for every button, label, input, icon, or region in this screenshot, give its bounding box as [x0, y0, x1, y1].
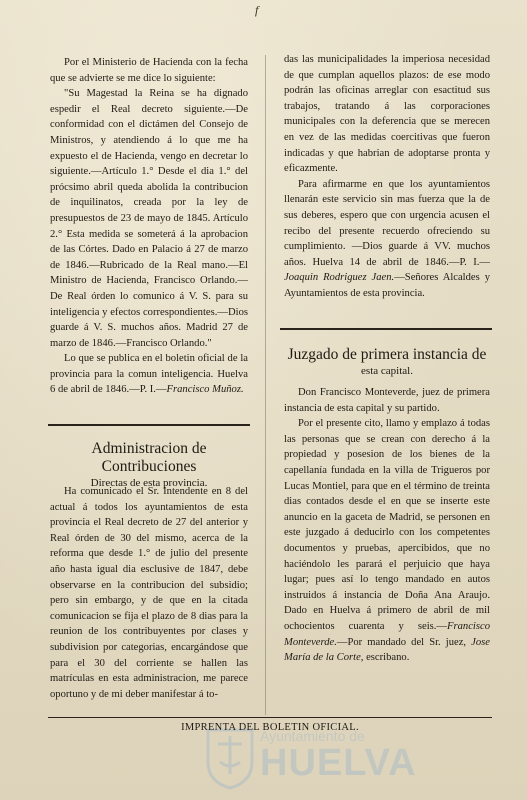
paragraph-text: escribano. — [363, 652, 410, 664]
juzgado-body — [284, 385, 490, 666]
printer-footer: IMPRENTA DEL BOLETIN OFICIAL. — [181, 722, 359, 733]
paragraph: Don Francisco Monteverde, juez de primera instancia de esta capital y su partido. — [284, 387, 490, 414]
section-subtitle: esta capital. — [361, 365, 413, 377]
section-title: Juzgado de primera instancia de — [287, 346, 487, 363]
paragraph — [284, 416, 490, 666]
closing-text: —Señores Alcaldes y Ayuntamientos de esta provincia. — [284, 272, 490, 299]
signer-name: Jose María de la Corte, — [284, 636, 490, 664]
paragraph: Por el Ministerio de Hacienda con la fecha que se advierte se me dice lo siguiente: — [50, 57, 248, 84]
watermark-line2: HUELVA — [260, 742, 417, 784]
signer-name: Joaquin Rodriguez Jaen. — [284, 272, 395, 284]
paragraph-text: Lo que se publica en el boletin oficial de la provincia para la comun inteligencia. Huelva 6 de abril de 1846.—P. I.— — [50, 353, 248, 396]
right-column — [284, 52, 490, 302]
section-subtitle: Directas de esta provincia. — [90, 477, 208, 489]
watermark-line1: Ayuntamiento de — [260, 728, 365, 744]
section-rule — [280, 328, 492, 330]
paragraph: "Su Magestad la Reina se ha dignado espedir el Real decreto siguiente.—De conformidad con el dictámen del Consejo de Ministros, y atendiendo á lo que me ha expuesto el de Hacienda, vengo en decretar lo siguiente.—Artículo 1.° Desde el dia 1.° del prócsimo abril queda abolida la contribucion de inquilinatos, creada por la ley de presupuestos de 23 de mayo de 1845. Artículo 2.° Esta medida se someterá á la aprobacion de las Córtes. Dado en Palacio á 27 de marzo de 1846.—Rubricado de la Real mano.—El Ministro de Hacienda, Francisco Orlando.—De Real órden lo comunico á V. S. para su inteligencia y efectos correspondientes.—Dios guarde á V. S. muchos años. Madrid 27 de marzo de 1846.—Francisco Orlando." — [50, 88, 248, 349]
paragraph: Ha comunicado el Sr. Intendente en 8 del actual á todos los ayuntamientos de esta provincia el Real decreto de 27 del anterior y Real órden de 30 del mismo, acerca de la reforma que desde 1.° de julio del presente año hasta igual dia esclusive de 1847, debe observarse en la contribucion del subsidio; pero sin embargo, y de que en la citada comunicacion se fija el plazo de 8 dias para la reunion de los contribuyentes por clases y subdivision por categorias, encargándose que para el 30 del corriente se hallen las matrículas en esta administracion, me parece oportuno y de mi deber manifestar á to- — [50, 486, 248, 700]
paragraph-text: —Por mandado del Sr. juez, — [336, 636, 472, 648]
column-divider — [265, 55, 266, 715]
contribuciones-body — [50, 484, 248, 702]
paragraph — [284, 177, 490, 302]
paragraph-text: Por el presente cito, llamo y emplazo á todas las personas que se crean con derecho á la propiedad y posesion de los bienes de la capellanía fundada en la villa de Trigueros por Lucas Montiel, para que en el término de treinta dias contados desde el en que se inserte este anuncio en la gaceta de Madrid, se personen en este juzgado á deducirlo con los competentes documentos y pruebas, apercibidos, que no haciéndolo les parará el perjuicio que haya lugar; pues así lo tengo mandado en autos instruidos á instancia de Doña Ana Araujo. Dado en Huelva á primero de abril de mil ochocientos cuarenta y seis.— — [284, 418, 490, 632]
signer-name: Francisco Muñoz. — [166, 384, 244, 396]
footer-rule — [48, 717, 492, 718]
paragraph: das las municipalidades la imperiosa necesidad de que cumplan aquellos plazos: de ese modo podrán las oficinas arreglar con esactitud sus trabajos, tratando á las corporaciones municipales con la deferencia que se merecen en vez de las medidas coercitivas que fueron indicadas y que habrian de adoptarse pronta y eficazmente. — [284, 54, 490, 175]
paragraph-text: Para afirmarme en que los ayuntamientos llenarán este servicio sin mas fuerza que la de sus deberes, espero que con urgencia acusen el recibo del presente recuerdo ofreciendo su cumplimiento. —Dios guarde á VV. muchos años. Huelva 14 de abril de 1846.—P. I.— — [284, 178, 490, 268]
contribuciones-heading — [44, 440, 254, 490]
section-title: Administracion de Contribuciones — [91, 440, 207, 475]
paragraph — [50, 351, 248, 398]
page-mark: f — [255, 3, 259, 17]
section-rule — [48, 424, 250, 426]
left-column — [50, 55, 248, 398]
signer-name: Francisco Monteverde. — [284, 620, 490, 648]
juzgado-heading — [280, 346, 494, 378]
